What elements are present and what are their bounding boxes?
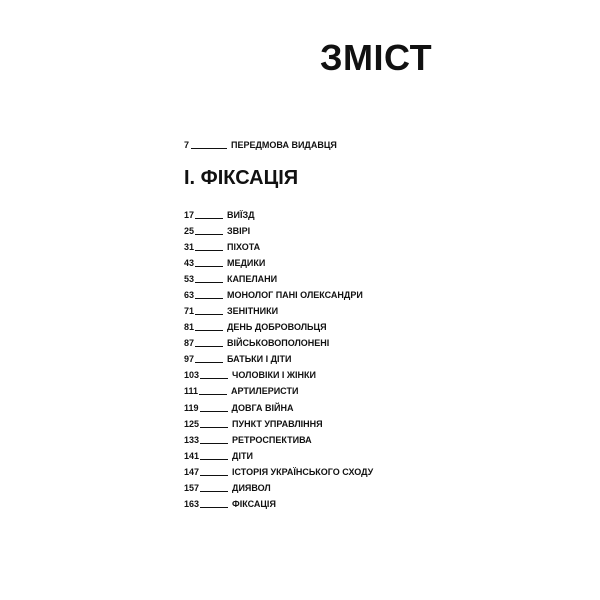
toc-leader-line — [195, 330, 223, 331]
toc-entry — [184, 500, 276, 509]
toc-page-number: 17 — [184, 210, 195, 220]
toc-page-number: 133 — [184, 435, 200, 445]
toc-page-number: 141 — [184, 451, 200, 461]
toc-page-number: 63 — [184, 290, 195, 300]
toc-page-number: 81 — [184, 322, 195, 332]
toc-entry-label: ДІТИ — [232, 451, 253, 461]
toc-leader-line — [191, 148, 227, 149]
toc-entry — [184, 452, 253, 461]
toc-entry-label: ДЕНЬ ДОБРОВОЛЬЦЯ — [227, 322, 327, 332]
toc-entry-label: АРТИЛЕРИСТИ — [231, 386, 299, 396]
toc-page-number: 163 — [184, 499, 200, 509]
toc-entry — [184, 243, 260, 252]
toc-leader-line — [195, 234, 223, 235]
toc-entry — [184, 436, 312, 445]
toc-entry-label: ЗЕНІТНИКИ — [227, 306, 279, 316]
toc-entry — [184, 484, 271, 493]
toc-page-number: 71 — [184, 306, 195, 316]
toc-entry-label: ДОВГА ВІЙНА — [231, 403, 294, 413]
toc-entry-label: ПЕРЕДМОВА ВИДАВЦЯ — [231, 140, 337, 150]
toc-leader-line — [200, 378, 228, 379]
toc-entry — [184, 404, 293, 413]
toc-page-number: 103 — [184, 370, 200, 380]
toc-page-number: 43 — [184, 258, 195, 268]
toc-leader-line — [195, 266, 223, 267]
toc-entry-label: РЕТРОСПЕКТИВА — [232, 435, 312, 445]
toc-entry — [184, 307, 278, 316]
toc-leader-line — [195, 298, 223, 299]
toc-page-number: 111 — [184, 386, 199, 396]
toc-entry — [184, 339, 329, 348]
toc-entry-label: ДИЯВОЛ — [232, 483, 271, 493]
toc-leader-line — [195, 250, 223, 251]
toc-page-number: 157 — [184, 483, 200, 493]
toc-leader-line — [200, 427, 228, 428]
toc-page-number: 147 — [184, 467, 200, 477]
toc-entry — [184, 227, 250, 236]
toc-entry-preface — [184, 141, 337, 150]
toc-leader-line — [195, 314, 223, 315]
toc-entry-label: МОНОЛОГ ПАНІ ОЛЕКСАНДРИ — [227, 290, 363, 300]
toc-leader-line — [200, 443, 228, 444]
toc-entry-label: ІСТОРІЯ УКРАЇНСЬКОГО СХОДУ — [232, 467, 374, 477]
toc-entry — [184, 387, 298, 396]
toc-leader-line — [200, 507, 228, 508]
toc-entry — [184, 323, 327, 332]
toc-entry-label: ПІХОТА — [227, 242, 261, 252]
toc-leader-line — [200, 459, 228, 460]
toc-entry-label: ЗВІРІ — [227, 226, 251, 236]
toc-entry — [184, 259, 265, 268]
toc-leader-line — [195, 218, 223, 219]
toc-entry — [184, 291, 363, 300]
toc-entry-label: ФІКСАЦІЯ — [232, 499, 276, 509]
toc-entry — [184, 420, 323, 429]
toc-entry-label: ВИЇЗД — [227, 210, 255, 220]
toc-entry-label: МЕДИКИ — [227, 258, 266, 268]
toc-leader-line — [200, 491, 228, 492]
toc-entry — [184, 211, 255, 220]
toc-page-number: 87 — [184, 338, 195, 348]
toc-entry — [184, 275, 277, 284]
toc-page-number: 25 — [184, 226, 195, 236]
toc-entry — [184, 468, 373, 477]
section-heading: І. ФІКСАЦІЯ — [184, 167, 299, 189]
toc-entry-label: ЧОЛОВІКИ І ЖІНКИ — [232, 370, 317, 380]
toc-leader-line — [195, 346, 223, 347]
toc-page-number: 119 — [184, 403, 199, 413]
toc-page-number: 97 — [184, 354, 195, 364]
toc-entry-label: КАПЕЛАНИ — [227, 274, 278, 284]
toc-leader-line — [195, 282, 223, 283]
page-title: ЗМІСТ — [320, 37, 433, 78]
toc-entry — [184, 355, 292, 364]
toc-leader-line — [200, 411, 228, 412]
toc-entry-label: БАТЬКИ І ДІТИ — [227, 354, 292, 364]
toc-entry-label: ПУНКТ УПРАВЛІННЯ — [232, 419, 323, 429]
toc-page-number: 53 — [184, 274, 195, 284]
toc-page-number: 125 — [184, 419, 200, 429]
toc-leader-line — [199, 394, 227, 395]
toc-entry — [184, 371, 316, 380]
toc-page-number: 7 — [184, 140, 190, 150]
toc-page-number: 31 — [184, 242, 195, 252]
toc-leader-line — [195, 362, 223, 363]
toc-entry-label: ВІЙСЬКОВОПОЛОНЕНІ — [227, 338, 330, 348]
toc-leader-line — [200, 475, 228, 476]
